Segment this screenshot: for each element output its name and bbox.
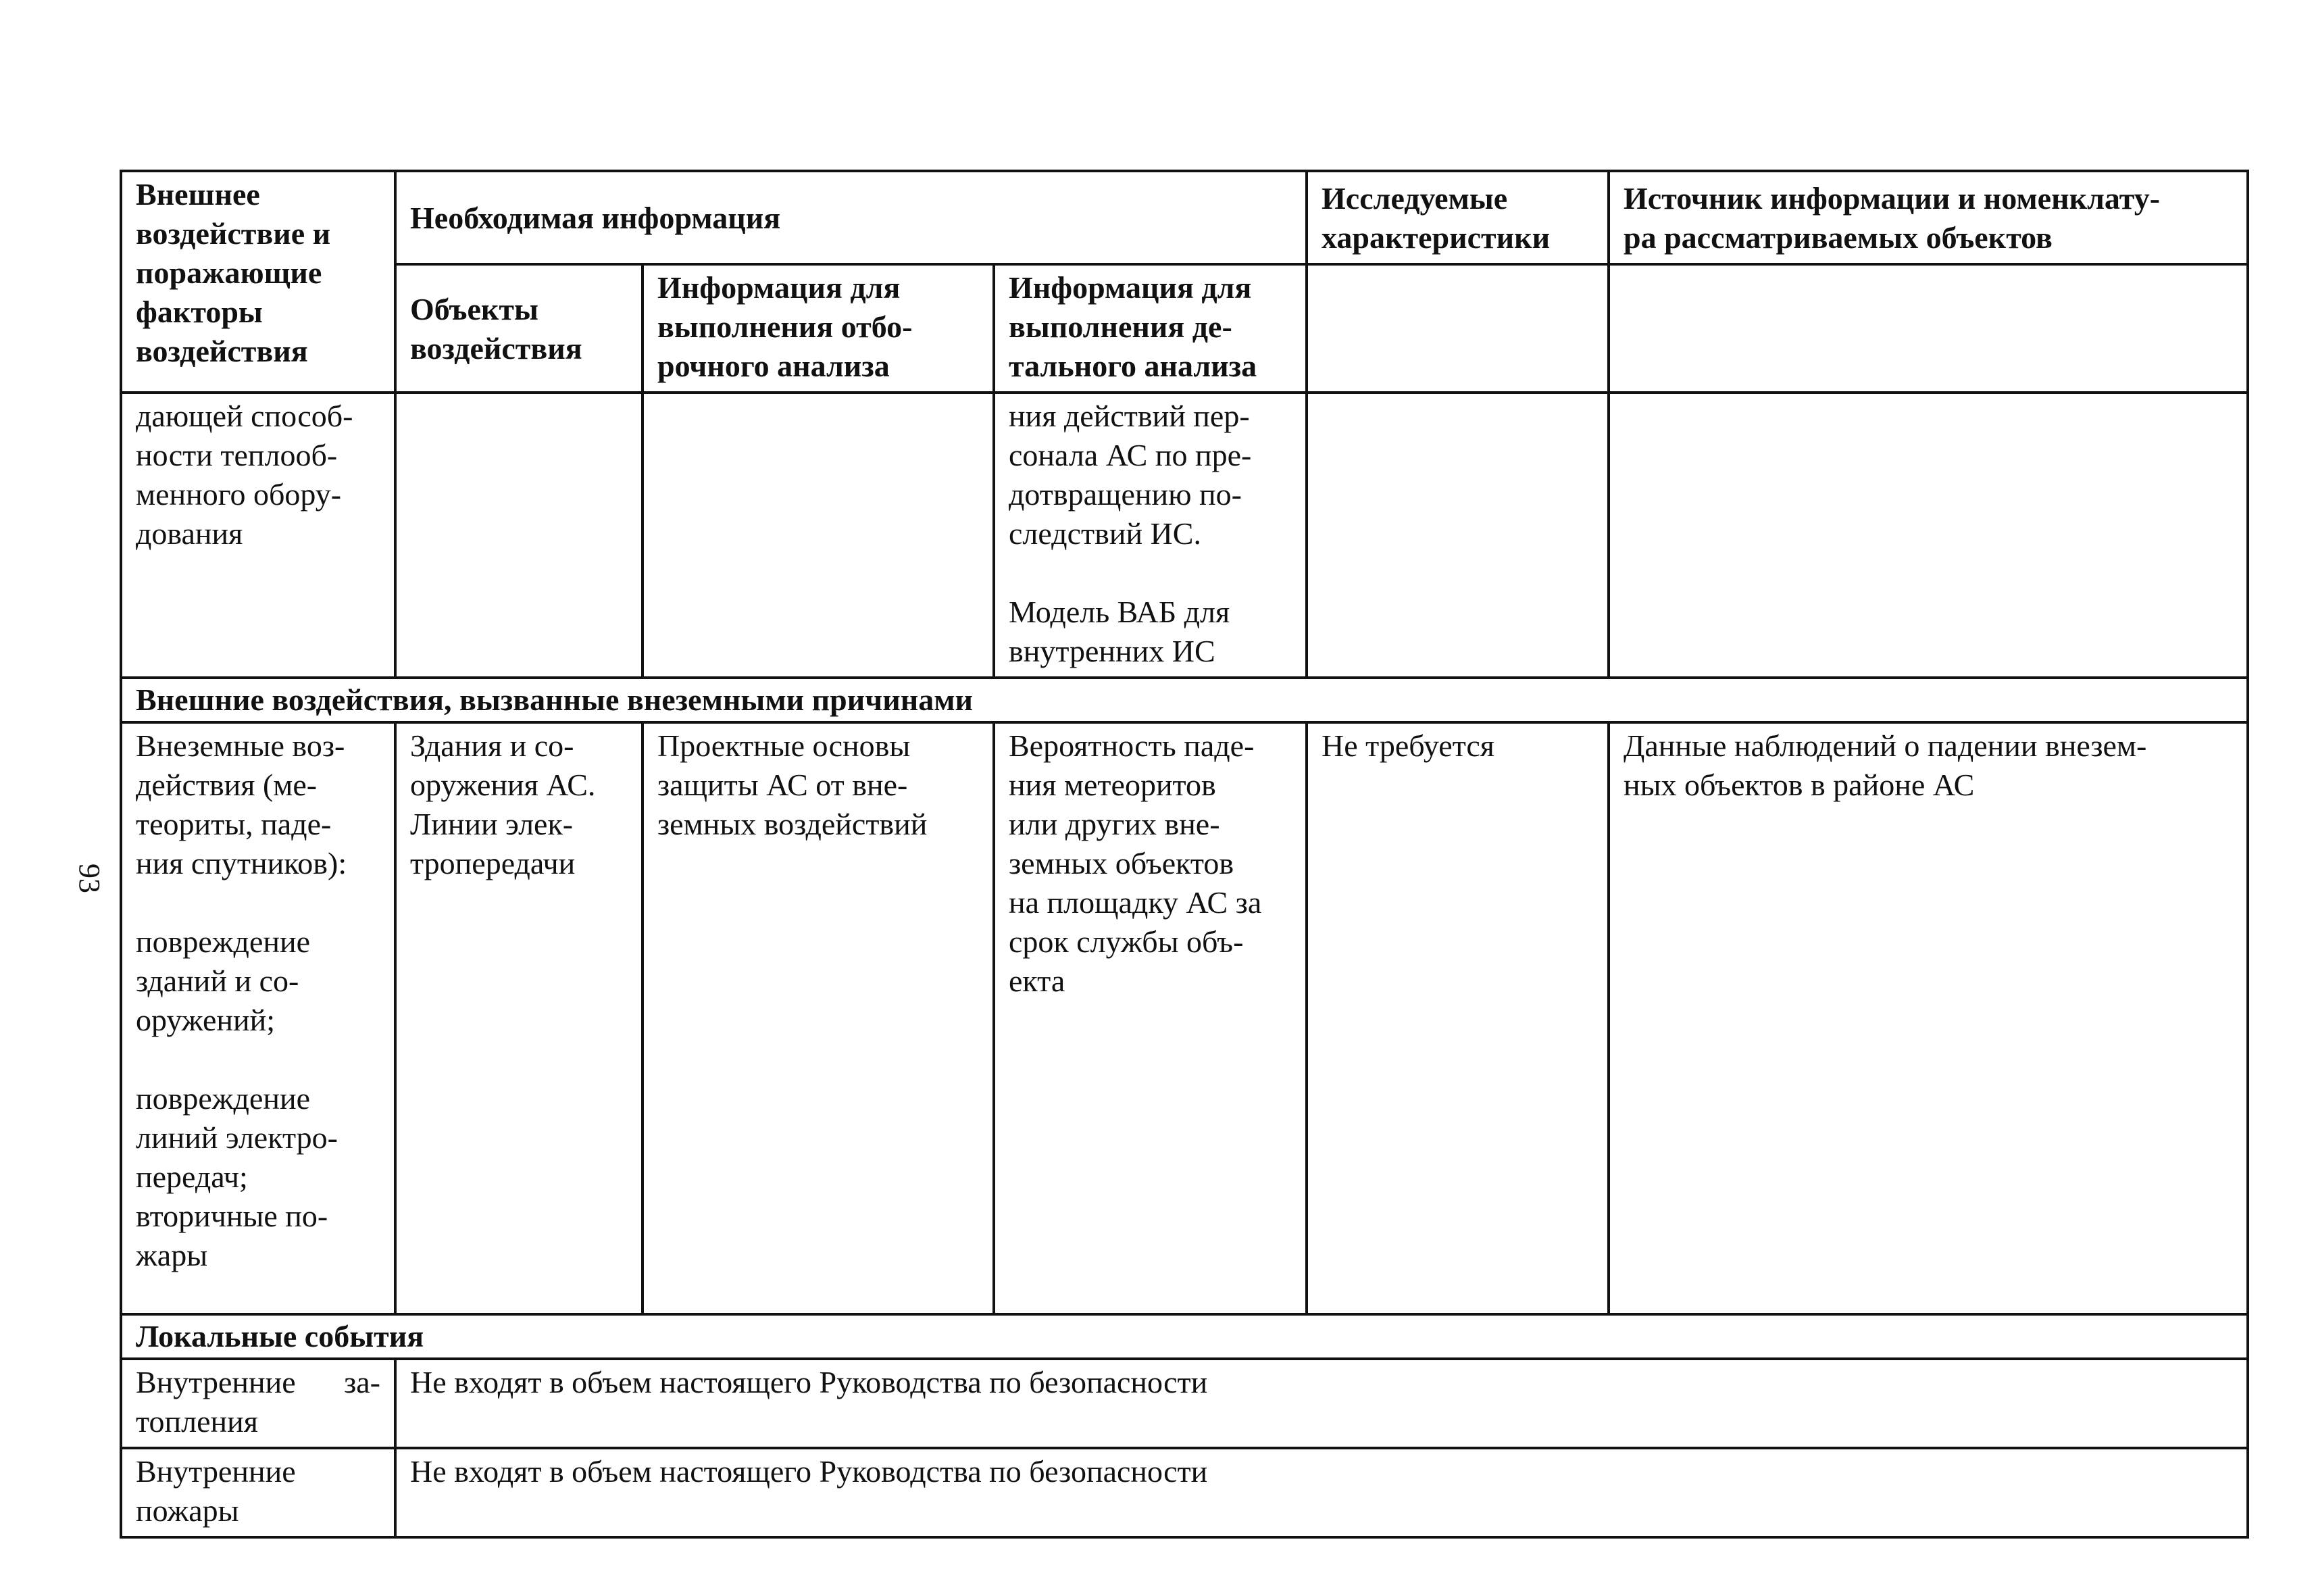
cell-characteristics: Не требуется — [1307, 722, 1609, 1314]
impact-text: повреждение зданий и со- оружений; — [136, 924, 311, 1037]
impact-text: повреждение линий электро- передач; вторичные по- жары — [136, 1081, 338, 1272]
cell-impact-continued: дающей способ- ности теплооб- менного обору- дования — [121, 393, 395, 678]
external-impacts-table — [120, 170, 2249, 1539]
local-impact-line: топления — [136, 1404, 258, 1439]
section-title-extraterrestrial: Внешние воздействия, вызванные внеземными причинами — [121, 678, 2248, 722]
page-number: 93 — [73, 864, 106, 893]
cell-empty — [395, 393, 643, 678]
cell-objects: Здания и со- оружения АС. Линии элек- тропередачи — [395, 722, 643, 1314]
cell-screening: Проектные основы защиты АС от вне- земных воздействий — [643, 722, 994, 1314]
cell-source: Данные наблюдений о падении внезем- ных объектов в районе АС — [1609, 722, 2248, 1314]
detailed-model-text: Модель ВАБ для внутренних ИС — [1009, 595, 1230, 668]
local-row — [121, 1448, 2248, 1537]
local-impact-line: пожары — [136, 1493, 239, 1528]
cell-local-impact — [121, 1359, 395, 1448]
header-empty-cell — [1307, 264, 1609, 393]
impact-text: Внеземные воз- действия (ме- теориты, паде- ния спутников): — [136, 728, 347, 880]
local-impact-line: Внутренние — [136, 1454, 296, 1489]
section-title-local: Локальные события — [121, 1314, 2248, 1359]
header-characteristics: Исследуемые характеристики — [1307, 171, 1609, 264]
header-empty-cell — [1609, 264, 2248, 393]
cell-local-text: Не входят в объем настоящего Руководства по безопасности — [395, 1448, 2248, 1537]
cell-detailed-continued — [994, 393, 1307, 678]
cell-empty — [1609, 393, 2248, 678]
header-screening-info: Информация для выполнения отбо- рочного анализа — [643, 264, 994, 393]
cell-empty — [1307, 393, 1609, 678]
section-row — [121, 678, 2248, 722]
section-row — [121, 1314, 2248, 1359]
local-impact-line: Внутренние за- — [136, 1365, 380, 1399]
header-objects: Объекты воздействия — [395, 264, 643, 393]
header-source: Источник информации и номенклату- ра рассматриваемых объектов — [1609, 171, 2248, 264]
header-detailed-info: Информация для выполнения де- тального анализа — [994, 264, 1307, 393]
cell-detailed: Вероятность паде- ния метеоритов или других вне- земных объектов на площадку АС за срок службы объ- екта — [994, 722, 1307, 1314]
local-row — [121, 1359, 2248, 1448]
extraterrestrial-row — [121, 722, 2248, 1314]
cell-local-text: Не входят в объем настоящего Руководства по безопасности — [395, 1359, 2248, 1448]
detailed-continued-text: ния действий пер- сонала АС по пре- дотвращению по- следствий ИС. — [1009, 399, 1252, 551]
continued-row — [121, 393, 2248, 678]
header-impact-factors: Внешнее воздействие и поражающие факторы воздействия — [121, 171, 395, 393]
cell-empty — [643, 393, 994, 678]
cell-local-impact — [121, 1448, 395, 1537]
header-required-information: Необходимая информация — [395, 171, 1307, 264]
header-row-2 — [121, 264, 2248, 393]
header-row-1 — [121, 171, 2248, 264]
cell-impact-extraterrestrial — [121, 722, 395, 1314]
